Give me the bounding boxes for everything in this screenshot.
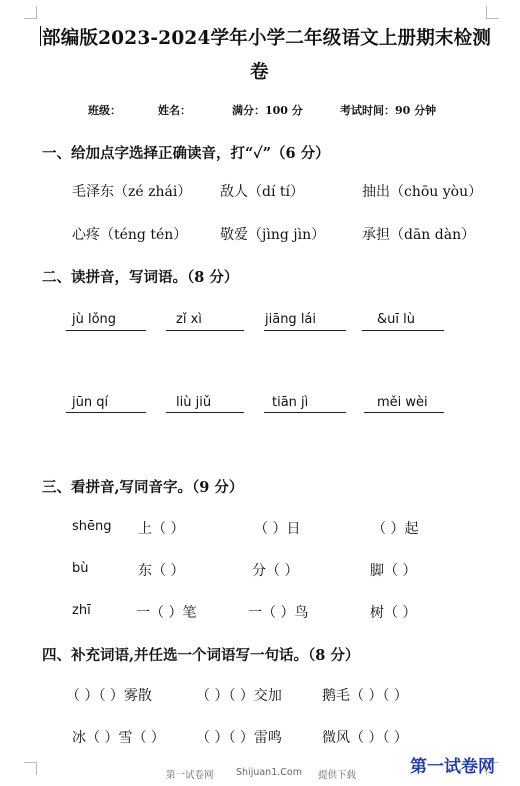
homophone-blank: 一（ ）鸟: [248, 605, 309, 621]
text-cursor: [40, 26, 41, 46]
homophone-blank: 分（ ）: [252, 563, 299, 579]
answer-line: [364, 412, 444, 413]
choice-item: 敬爱（jìng jìn）: [220, 227, 326, 243]
crop-mark-top-right: [486, 6, 499, 19]
pinyin-prompt: shēng: [72, 519, 112, 534]
pinyin-prompt: zǐ xì: [176, 312, 202, 327]
name-label: 姓名：: [158, 104, 191, 117]
pinyin-prompt: liù jiǔ: [176, 395, 212, 410]
choice-item: 承担（dān dàn）: [362, 227, 476, 243]
class-label: 班级：: [88, 104, 121, 117]
section-3-heading: 三、看拼音,写同音字。（9 分）: [42, 479, 244, 496]
word-fill-blank: （ ）（ ）交加: [196, 688, 282, 704]
homophone-blank: 一（ ）笔: [136, 605, 197, 621]
homophone-blank: 树（ ）: [370, 605, 417, 621]
answer-line: [264, 412, 346, 413]
answer-line: [264, 330, 346, 331]
answer-line: [166, 330, 244, 331]
word-fill-blank: （ ）（ ）雷鸣: [196, 730, 282, 746]
pinyin-prompt: jiāng lái: [265, 312, 317, 327]
word-fill-blank: 微风（ ）（ ）: [322, 730, 408, 746]
crop-mark-bottom-left: [24, 762, 37, 775]
time-label: 考试时间：90 分钟: [340, 104, 437, 117]
choice-item: 抽出（chōu yòu）: [362, 184, 483, 200]
footer-site-url: Shijuan1.Com: [236, 767, 302, 778]
word-fill-blank: （ ）（ ）雾散: [66, 688, 152, 704]
section-4-heading: 四、补充词语,并任选一个词语写一句话。（8 分）: [42, 647, 360, 664]
pinyin-prompt: měi wèi: [377, 395, 428, 410]
crop-mark-top-left: [24, 6, 37, 19]
pinyin-prompt: jūn qí: [72, 395, 109, 410]
footer-site-name: 第一试卷网: [166, 770, 214, 781]
homophone-blank: （ ）起: [372, 521, 419, 537]
choice-item: 心疼（téng tén）: [72, 227, 188, 243]
pinyin-prompt: bù: [72, 561, 89, 576]
brand-watermark: 第一试卷网: [410, 757, 495, 777]
homophone-blank: 脚（ ）: [370, 563, 417, 579]
pinyin-prompt: &uī lù: [377, 312, 415, 327]
section-1-heading: 一、给加点字选择正确读音，打“✓”（6 分）: [42, 145, 330, 162]
word-fill-blank: 冰（ ）雪（ ）: [72, 730, 165, 746]
pinyin-prompt: jù lǒng: [72, 312, 117, 327]
word-fill-blank: 鹅毛（ ）（ ）: [322, 688, 408, 704]
choice-item: 敌人（dí tí）: [220, 184, 304, 200]
score-label: 满分：100 分: [232, 104, 303, 117]
footer-download: 提供下载: [318, 770, 357, 781]
pinyin-prompt: zhī: [72, 603, 91, 618]
answer-line: [66, 330, 146, 331]
answer-line: [166, 412, 244, 413]
choice-item: 毛泽东（zé zhái）: [72, 184, 192, 200]
homophone-blank: 上（ ）: [138, 521, 185, 537]
page-title-continuation: 卷: [250, 62, 269, 83]
page-title: 部编版2023-2024学年小学二年级语文上册期末检测: [42, 28, 492, 49]
answer-line: [66, 412, 146, 413]
homophone-blank: 东（ ）: [138, 563, 185, 579]
homophone-blank: （ ）日: [254, 521, 301, 537]
answer-line: [362, 330, 444, 331]
pinyin-prompt: tiān jì: [272, 395, 309, 410]
section-2-heading: 二、读拼音，写词语。（8 分）: [42, 269, 239, 286]
